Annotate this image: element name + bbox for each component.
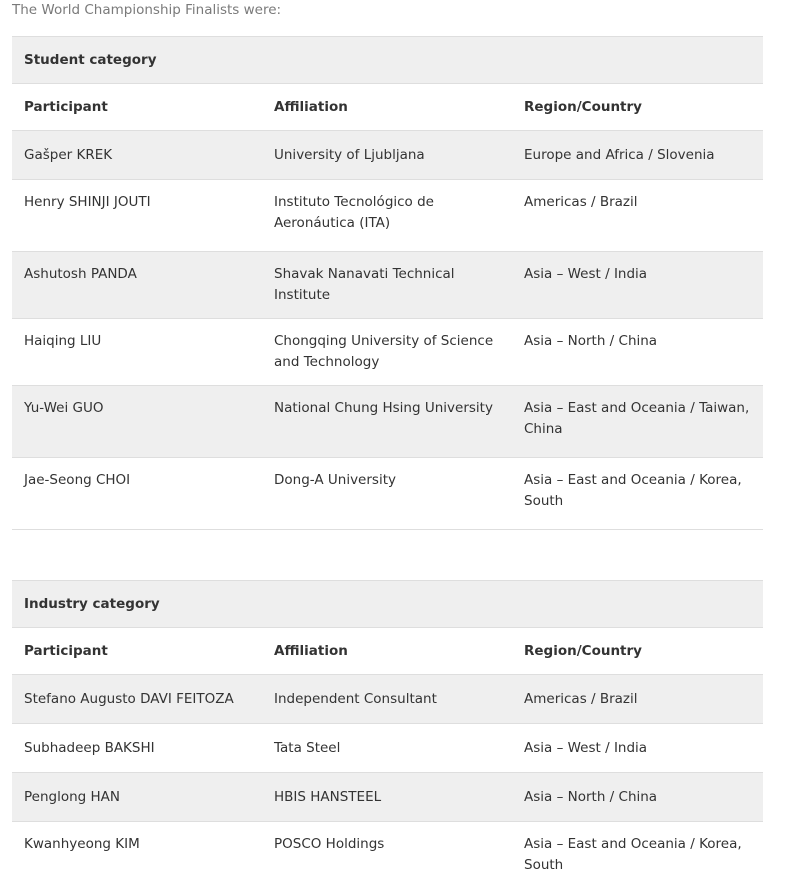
- participant-cell: Ashutosh PANDA: [12, 252, 262, 319]
- participant-cell: Henry SHINJI JOUTI: [12, 180, 262, 252]
- intro-text: The World Championship Finalists were:: [12, 2, 282, 18]
- affiliation-cell: Instituto Tecnológico de Aeronáutica (ITA): [262, 180, 512, 252]
- participant-cell: Yu-Wei GUO: [12, 386, 262, 458]
- affiliation-cell: Shavak Nanavati Technical Institute: [262, 252, 512, 319]
- table-row: [12, 180, 763, 252]
- region-cell: Asia – East and Oceania / Taiwan, China: [512, 386, 763, 458]
- participant-cell: Penglong HAN: [12, 773, 262, 822]
- region-cell: Asia – East and Oceania / Korea, South: [524, 836, 742, 873]
- table-row: [12, 724, 763, 773]
- header-row: [12, 628, 763, 675]
- region-cell: Asia – North / China: [512, 773, 763, 822]
- affiliation-cell: Independent Consultant: [262, 675, 512, 724]
- header-row: [12, 84, 763, 131]
- region-cell: Asia – East and Oceania / Korea, South: [512, 458, 763, 530]
- affiliation-cell: POSCO Holdings: [274, 836, 385, 852]
- region-cell: Americas / Brazil: [512, 675, 763, 724]
- table-row: [12, 773, 763, 822]
- header-region: Region/Country: [512, 628, 763, 675]
- region-cell: Americas / Brazil: [512, 180, 763, 252]
- participant-cell: Haiqing LIU: [12, 319, 262, 386]
- table-row: [12, 458, 763, 530]
- table-row: [12, 319, 763, 386]
- table-row: [12, 131, 763, 180]
- table-row: [12, 252, 763, 319]
- header-affiliation: Affiliation: [262, 84, 512, 131]
- category-row: [12, 37, 763, 84]
- table-row: [12, 386, 763, 458]
- header-participant: Participant: [12, 628, 262, 675]
- table-row: [12, 675, 763, 724]
- category-row: [12, 581, 763, 628]
- header-region: Region/Country: [512, 84, 763, 131]
- region-cell: Asia – West / India: [512, 724, 763, 773]
- header-affiliation: Affiliation: [262, 628, 512, 675]
- region-cell: Asia – West / India: [512, 252, 763, 319]
- participant-cell: Jae-Seong CHOI: [12, 458, 262, 530]
- affiliation-cell: University of Ljubljana: [262, 131, 512, 180]
- participant-cell: Stefano Augusto DAVI FEITOZA: [12, 675, 262, 724]
- category-title: Student category: [12, 37, 763, 84]
- affiliation-cell: Tata Steel: [262, 724, 512, 773]
- region-cell: Asia – North / China: [512, 319, 763, 386]
- student-table: [12, 36, 763, 530]
- affiliation-cell: National Chung Hsing University: [262, 386, 512, 458]
- affiliation-cell: HBIS HANSTEEL: [262, 773, 512, 822]
- category-title: Industry category: [12, 581, 763, 628]
- affiliation-cell: Dong-A University: [262, 458, 512, 530]
- header-participant: Participant: [12, 84, 262, 131]
- affiliation-cell: Chongqing University of Science and Technology: [262, 319, 512, 386]
- participant-cell: Subhadeep BAKSHI: [12, 724, 262, 773]
- participant-cell: Gašper KREK: [12, 131, 262, 180]
- participant-cell: Kwanhyeong KIM: [24, 836, 140, 852]
- region-cell: Europe and Africa / Slovenia: [512, 131, 763, 180]
- industry-table: [12, 580, 763, 894]
